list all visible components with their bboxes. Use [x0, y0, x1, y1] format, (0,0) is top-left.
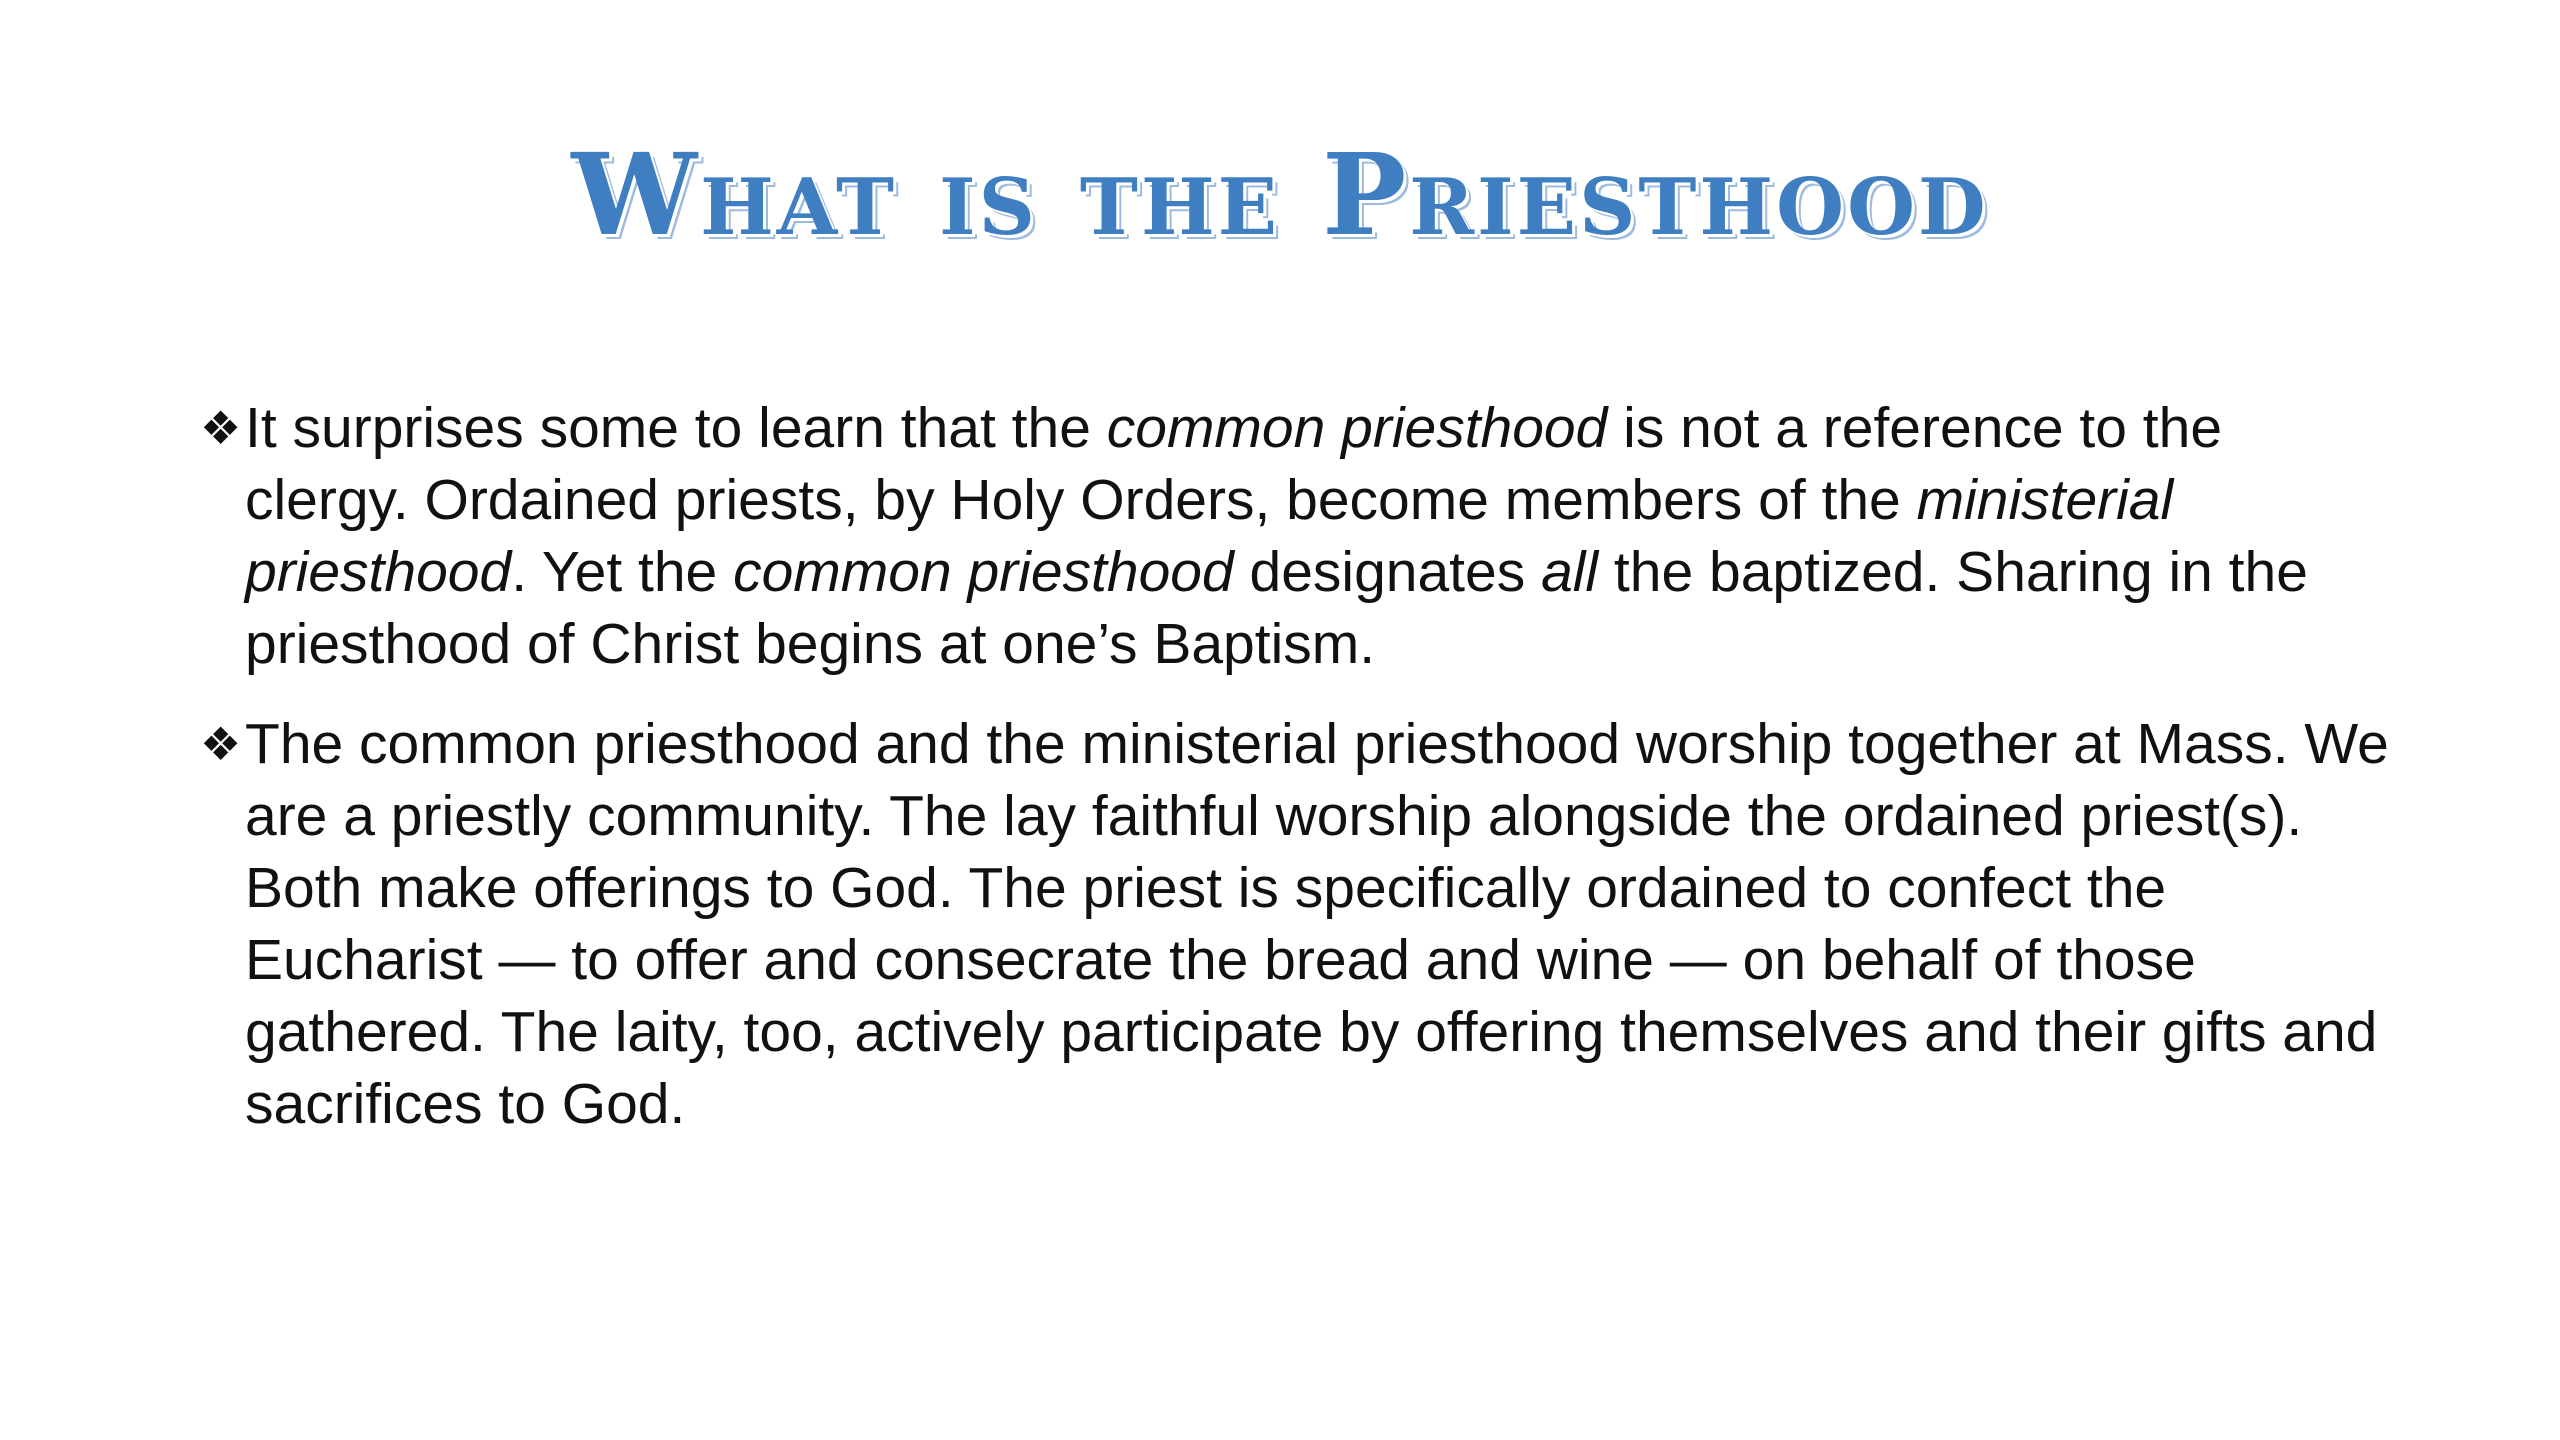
text-segment: is not a reference to the clergy. Ordained priests, by Holy Orders, become members of the [245, 396, 2223, 532]
text-segment: the baptized. Sharing in the priesthood of Christ begins at one’s Baptism. [245, 540, 2308, 676]
diamond-bullet-icon: ❖ [200, 718, 242, 770]
bullet-item [200, 392, 2400, 680]
italic-text-segment: common priesthood [733, 540, 1234, 604]
diamond-bullet-icon: ❖ [200, 402, 242, 454]
slide-body [200, 392, 2400, 1168]
text-segment: The common priesthood and the ministerial priesthood worship together at Mass. We are a priestly community. The lay faithful worship alongside the ordained priest(s). Both make offerings to God. The priest is specifically ordained to confect the Eucharist — to offer and consecrate the bread and wine — on behalf of those gathered. The laity, too, actively participate by offering themselves and their gifts and sacrifices to God. [245, 712, 2389, 1136]
text-segment: designates [1233, 540, 1542, 604]
italic-text-segment: all [1541, 540, 1599, 604]
italic-text-segment: ministerial priesthood [245, 468, 2174, 604]
italic-text-segment: common priesthood [1106, 396, 1608, 460]
bullet-item [200, 708, 2400, 1140]
slide-title: What is the Priesthood [571, 130, 1989, 261]
text-segment: It surprises some to learn that the [245, 396, 1107, 460]
text-segment: . Yet the [511, 540, 734, 604]
